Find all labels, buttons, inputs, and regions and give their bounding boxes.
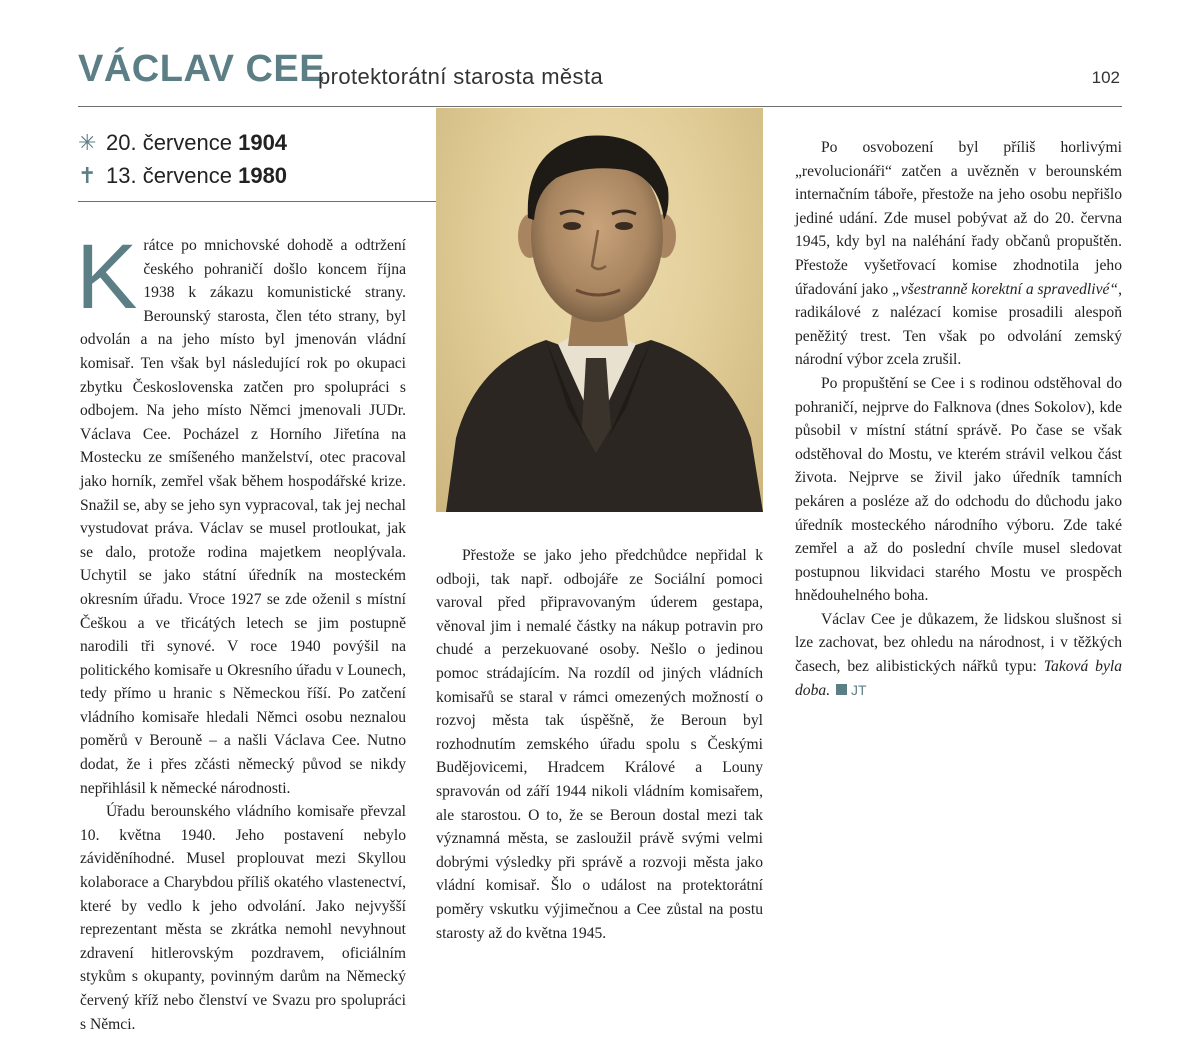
paragraph-2: Úřadu berounského vládního komisaře převzal 10. května 1940. Jeho postavení nebylo záviděníhodné. Musel proplouvat mezi Skyllou kolaborace a Charybdou příliš okatého vlastenectví, které by vedlo k jeho odvolání. Jako nejvyšší reprezentant města se zkrátka nemohl nevyhnout zdravení hitlerovským pozdravem, oficiálním stykům s okupanty, povinným darům na Německý červený kříž nebo členství ve Svazu pro spolupráci s Němci.: [80, 803, 406, 1033]
paragraph-3: Přestože se jako jeho předchůdce nepřidal k odboji, tak např. odbojáře ze Sociální pomoci varoval před připravovaným úderem gestapa, věnoval jim i nemalé částky na nákup potravin pro chudé a perzekuované osoby. Nešlo o jedinou pomoc strádajícím. Na rozdíl od jiných vládních komisařů se staral v rámci omezených možností o rozvoj města tak úspěšně, že Beroun byl rozhodnutím zemského úřadu spolu s Českými Budějovicemi, Hradcem Králové a Louny spravován od září 1944 nikoli vládním komisařem, ale starostou. O to, že se Beroun dostal mezi tak významná města, se zasloužil právě svými velmi dobrými výsledky při správě a rozvoji města jako vládní komisař. Šlo o událost na protektorátní poměry vskutku výjimečnou a Cee zůstal na postu starosty až do května 1945.: [436, 547, 763, 942]
page-number: 102: [1091, 68, 1120, 87]
article-column-3: [795, 136, 1122, 702]
article-column-1: [76, 226, 406, 1036]
quote-italic: „všestranně korektní a spravedlivé“: [892, 280, 1119, 298]
birth-star-icon: ✳: [78, 130, 97, 155]
drop-cap: K: [76, 226, 138, 328]
paragraph-5: Po propuštění se Cee i s rodinou odstěhoval do pohraničí, nejprve do Falknova (dnes Sokolov), kde působil v místní státní správě. Po čase se však odstěhoval do Mostu, ve kterém strávil velkou část života. Nejprve se živil jako úředník tamních pekáren a posléze až do odchodu do důchodu jako úředník mosteckého národního výboru. Zde také zemřel a až do poslední chvíle musel sledovat postupnou likvidaci starého Mostu ve prospěch hnědouhelného boha.: [795, 374, 1122, 605]
death-day: 13. července: [106, 163, 232, 188]
paragraph-4: [795, 136, 1122, 372]
paragraph-6: [795, 608, 1122, 702]
death-cross-icon: ✝: [78, 163, 97, 188]
portrait-photo: [436, 108, 763, 512]
birth-date: [78, 126, 436, 159]
paragraph-1: [76, 226, 406, 800]
article-subtitle: protektorátní starosta města: [318, 64, 604, 89]
birth-day: 20. července: [106, 130, 232, 155]
death-date: [78, 159, 436, 192]
paragraph-6-text: Václav Cee je důkazem, že lidskou slušnost si lze zachovat, bez ohledu na národnost, i v těžkých časech, bez alibistických nářků typu:: [795, 610, 1122, 676]
page-header: [78, 46, 1122, 107]
birth-year: 1904: [238, 130, 288, 155]
paragraph-4-text-a: Po osvobození byl příliš horlivými „revolucionáři“ zatčen a uvězněn v berounském internačním táboře, přestože na jeho osobu nepřišlo jediné udání. Zde musel pobývat až do 20. června 1945, kdy byl na naléhání řady občanů propuštěn. Přestože vyšetřovací komise zhodnotila jeho úřadování jako: [795, 139, 1122, 298]
article-title: VÁCLAV CEE: [78, 48, 326, 90]
death-year: 1980: [238, 163, 288, 188]
author-initials: JT: [851, 681, 867, 698]
closing-italic: Taková byla doba.: [795, 658, 1122, 699]
end-mark-icon: [836, 684, 847, 695]
life-dates: [78, 126, 436, 202]
article-column-2: [436, 544, 763, 945]
portrait-illustration: [436, 108, 763, 512]
paragraph-1-text: rátce po mnichovské dohodě a odtržení českého pohraničí došlo koncem října 1938 k zákazu komunistické strany. Berounský starosta, člen této strany, byl odvolán a na jeho místo byl jmenován vládní komisař. Ten však byl následující rok po okupaci zbytku Československa zatčen pro spolupráci s odbojem. Na jeho místo Němci jmenovali JUDr. Václava Cee. Pocházel z Horního Jiřetína na Mostecku ze smíšeného manželství, otec pracoval jako horník, zemřel však během hospodářské krize. Snažil se, aby se jeho syn vypracoval, tak jej nechal vystudovat práva. Václav se musel protloukat, jak se dalo, protože rodina majetkem neoplývala. Uchytil se jako státní úředník na mosteckém okresním úřadu. Vroce 1927 se zde oženil s místní Češkou a ve třicátých letech se jim postupně narodili tři synové. V roce 1940 povýšil na politického komisaře u Okresního úřadu v Lounech, tedy přímo u hranic s Německou říší. Po zatčení vládního komisaře hledali Němci osobu neznalou poměrů v Berouně – a našli Václava Cee. Nutno dodat, že i přes zčásti německý původ se nikdy nepřihlásil k německé národnosti.: [80, 237, 406, 797]
paragraph-4-text-b: , radikálové z nalézací komise prosadili alespoň peněžitý trest. Ten však po odvolání zemský národní výbor zcela zrušil.: [795, 280, 1123, 369]
